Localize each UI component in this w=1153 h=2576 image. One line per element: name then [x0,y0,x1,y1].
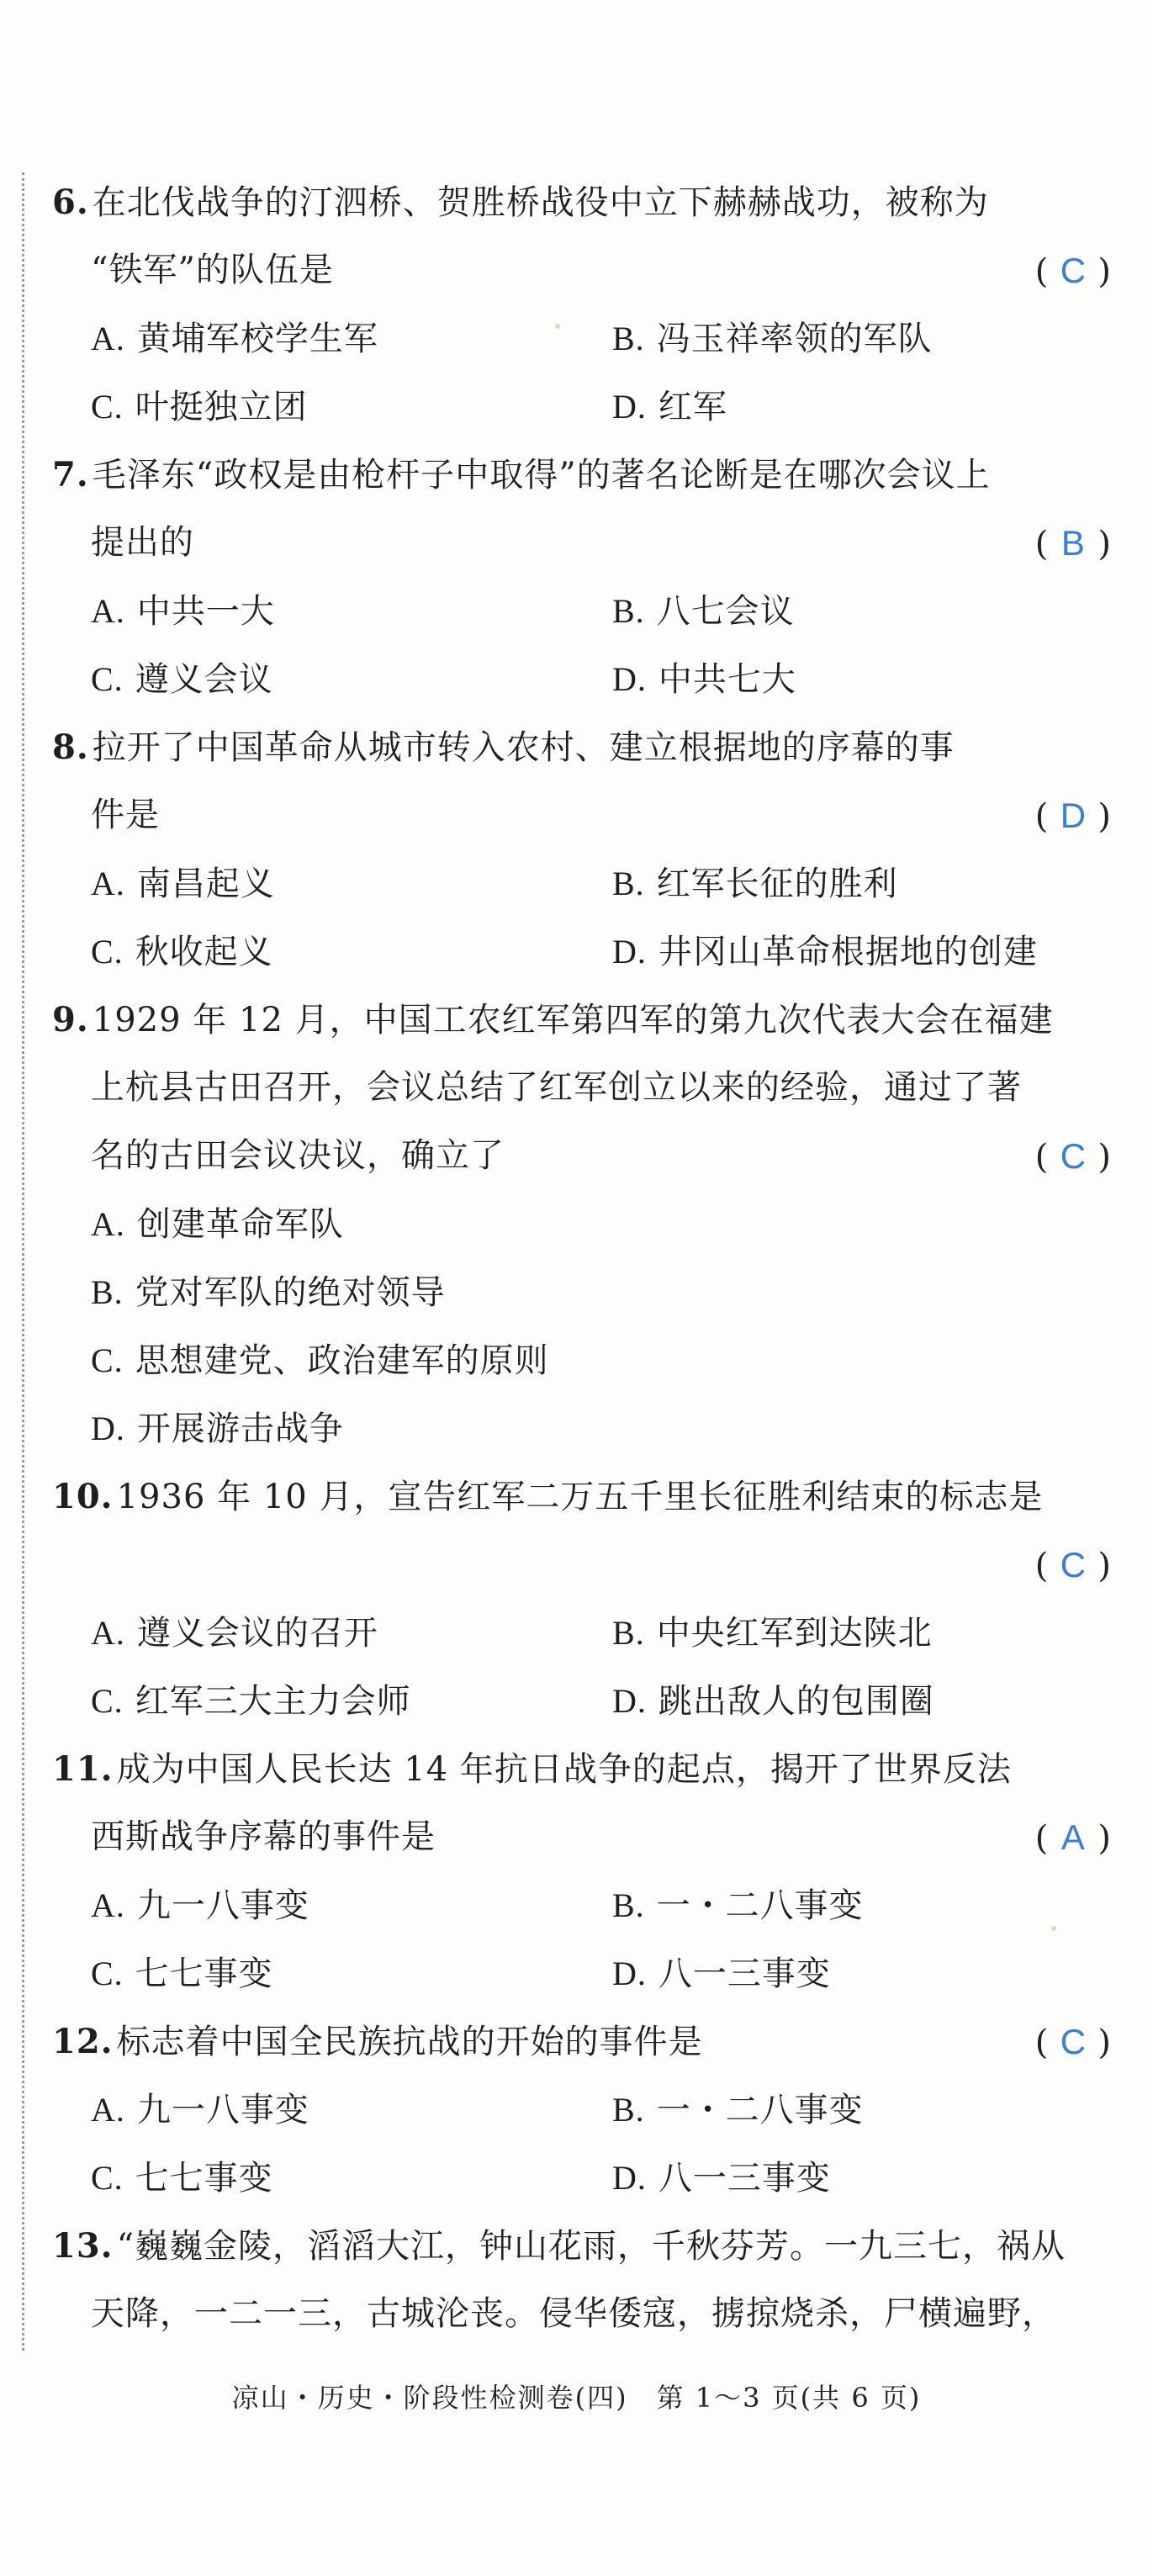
answer-option [612,1667,1150,1735]
option-letter: C. [91,660,124,698]
answer-option [612,645,1150,713]
question-1 [52,441,1112,713]
option-text: 八七会议 [656,592,795,631]
answer-paren-close: ) [1097,2023,1112,2062]
answer-paren-close: ) [1097,525,1112,563]
question-number: 9. [52,1000,89,1039]
handwritten-answer: C [1060,1545,1087,1584]
answer-option [612,918,1150,986]
paper-smudge [555,324,560,329]
option-text: 秋收起义 [135,933,273,971]
option-letter: C. [91,933,124,971]
question-number: 10. [52,1477,114,1516]
question-number: 11. [52,1749,114,1789]
answer-bracket [1035,1531,1112,1600]
answer-bracket [1035,509,1112,579]
question-number: 12. [52,2022,114,2061]
handwritten-answer: C [1060,1136,1087,1176]
option-letter: A. [91,320,125,357]
answer-option [91,1599,612,1667]
answer-option [91,2144,612,2212]
answer-bracket [1035,1803,1112,1873]
option-text: 红军 [658,388,727,426]
answer-option [91,1871,612,1939]
question-0 [52,168,1112,441]
answer-option [91,918,612,986]
option-letter: D. [612,660,647,698]
answer-option [612,2144,1150,2212]
question-stem-line [52,441,1112,509]
answer-option [91,849,612,918]
handwritten-answer: C [1060,2022,1087,2061]
answer-option [91,1190,1112,1258]
option-letter: A. [91,1614,125,1652]
page-footer: 凉山・历史・阶段性检测卷(四) 第 1～3 页(共 6 页) [231,2382,922,2414]
option-text: 七七事变 [135,2159,273,2198]
option-letter: B. [612,320,645,357]
question-stem-text: 提出的 [91,523,194,562]
option-letter: D. [612,2159,647,2197]
option-letter: D. [612,388,647,426]
answer-paren-open: ( [1034,1138,1050,1177]
answer-bracket [1035,781,1112,851]
answer-paren-open: ( [1034,525,1050,563]
option-text: 中共七大 [658,660,796,699]
answer-option [612,1939,1150,2007]
question-stem-line [52,2212,1112,2280]
option-text: 思想建党、政治建军的原则 [135,1341,549,1380]
option-letter: C. [91,388,124,426]
answer-paren-open: ( [1034,797,1050,836]
answer-option [91,577,612,645]
answer-options [52,1871,1112,2007]
option-text: 八一三事变 [658,1954,831,1993]
option-text: 九一八事变 [136,2091,309,2129]
answer-option [91,1394,1112,1463]
answer-options [52,1190,1112,1463]
answer-option [612,373,1150,441]
option-letter: B. [91,1273,124,1311]
answer-options [52,304,1112,441]
question-stem-text: 天降，一二一三，古城沦丧。侵华倭寇，掳掠烧杀，尸横遍野， [91,2294,1056,2333]
option-letter: D. [612,1682,647,1720]
option-text: 红军三大主力会师 [135,1682,411,1721]
question-stem-line [52,168,1112,236]
option-letter: B. [612,592,645,630]
answer-option [91,645,612,713]
question-stem-line [52,236,1112,304]
option-text: 党对军队的绝对领导 [135,1273,446,1312]
answer-bracket [1035,2007,1112,2077]
question-stem-line [52,1803,1112,1871]
question-stem-text: 毛泽东“政权是由枪杆子中取得”的著名论断是在哪次会议上 [92,456,991,495]
question-stem-text: 标志着中国全民族抗战的开始的事件是 [116,2023,703,2061]
option-letter: A. [91,1205,125,1243]
answer-option [91,373,612,441]
answer-option [91,304,612,373]
question-stem-line [52,1122,1112,1190]
option-text: 八一三事变 [658,2159,831,2198]
option-letter: D. [612,933,647,971]
answer-option [91,1667,612,1735]
answer-paren-close: ) [1097,252,1112,291]
handwritten-answer: A [1060,1817,1086,1857]
answer-paren-close: ) [1097,797,1112,836]
question-6 [52,2007,1112,2212]
question-stem-line [52,713,1112,781]
option-text: 叶挺独立团 [135,388,308,426]
handwritten-answer: B [1060,523,1086,563]
option-letter: B. [612,1614,645,1652]
option-text: 一・二八事变 [656,2091,864,2129]
question-3 [52,986,1112,1463]
option-text: 创建革命军队 [136,1205,344,1244]
option-letter: A. [91,865,125,902]
question-4 [52,1463,1112,1735]
answer-options [52,2076,1112,2212]
answer-option [91,1939,612,2007]
question-stem-text: “铁军”的队伍是 [91,251,334,289]
binding-margin-line [22,172,24,2351]
answer-option [612,849,1150,918]
option-letter: B. [612,865,645,902]
option-text: 九一八事变 [136,1886,309,1925]
question-stem-line [52,1735,1112,1803]
question-number: 6. [52,182,89,222]
answer-option [612,577,1150,645]
question-stem-text: 成为中国人民长达 14 年抗日战争的起点，揭开了世界反法 [116,1750,1012,1789]
question-stem-line [52,509,1112,577]
paper-smudge [1051,1926,1056,1931]
question-stem-line [52,2007,1112,2076]
answer-options [52,849,1112,986]
question-stem-text: 1929 年 12 月，中国工农红军第四军的第九次代表大会在福建 [92,1001,1054,1039]
option-text: 开展游击战争 [136,1410,344,1448]
question-stem-text: 名的古田会议决议，确立了 [91,1136,505,1175]
question-stem-line [52,1463,1112,1531]
option-text: 红军长征的胜利 [656,865,898,903]
option-letter: A. [91,592,125,630]
answer-option [612,304,1150,373]
question-stem-line [52,781,1112,849]
option-letter: D. [91,1410,125,1447]
option-text: 七七事变 [135,1954,273,1993]
answer-bracket [1035,236,1112,306]
option-letter: C. [91,1682,124,1720]
question-number: 13. [52,2226,114,2266]
question-stem-text: 件是 [91,796,160,834]
answer-paren-open: ( [1034,1547,1050,1585]
answer-option [612,2076,1150,2144]
question-stem-line [52,1531,1112,1599]
answer-options [52,577,1112,713]
answer-paren-open: ( [1034,252,1050,291]
handwritten-answer: D [1060,796,1087,835]
question-stem-text: 拉开了中国革命从城市转入农村、建立根据地的序幕的事 [92,728,955,767]
answer-paren-open: ( [1034,2023,1050,2062]
option-text: 井冈山革命根据地的创建 [658,933,1038,971]
question-number: 7. [52,455,89,495]
option-text: 跳出敌人的包围圈 [658,1682,934,1721]
question-number: 8. [52,727,89,767]
option-text: 冯玉祥率领的军队 [656,320,933,358]
question-stem-text: 1936 年 10 月，宣告红军二万五千里长征胜利结束的标志是 [116,1478,1044,1516]
answer-option [612,1871,1150,1939]
option-text: 一・二八事变 [656,1886,864,1925]
answer-paren-close: ) [1097,1819,1112,1858]
question-stem-text: 上杭县古田召开，会议总结了红军创立以来的经验，通过了著 [91,1068,1022,1107]
option-letter: D. [612,1954,647,1992]
answer-paren-close: ) [1097,1138,1112,1177]
question-stem-line [52,2280,1112,2348]
option-letter: B. [612,1886,645,1924]
question-stem-text: 西斯战争序幕的事件是 [91,1817,436,1856]
answer-paren-open: ( [1034,1819,1050,1858]
handwritten-answer: C [1060,251,1087,290]
option-letter: B. [612,2091,645,2129]
question-7 [52,2212,1112,2348]
option-letter: A. [91,2091,125,2129]
option-text: 南昌起义 [136,865,275,903]
answer-option [612,1599,1150,1667]
option-text: 黄埔军校学生军 [136,320,378,358]
question-list [52,168,1112,2348]
answer-options [52,1599,1112,1735]
option-letter: C. [91,1341,124,1379]
option-letter: A. [91,1886,125,1924]
option-text: 遵义会议的召开 [136,1614,378,1653]
question-stem-line [52,986,1112,1054]
option-text: 中央红军到达陕北 [656,1614,933,1653]
answer-option [91,1326,1112,1394]
question-2 [52,713,1112,986]
answer-bracket [1035,1122,1112,1192]
answer-paren-close: ) [1097,1547,1112,1585]
option-text: 中共一大 [136,592,275,631]
answer-option [91,2076,612,2144]
question-stem-text: “巍巍金陵，滔滔大江，钟山花雨，千秋芬芳。一九三七，祸从 [116,2227,1066,2266]
answer-option [91,1258,1112,1326]
option-letter: C. [91,1954,124,1992]
question-stem-text: 在北伐战争的汀泗桥、贺胜桥战役中立下赫赫战功，被称为 [92,183,989,222]
question-5 [52,1735,1112,2007]
option-letter: C. [91,2159,124,2197]
question-stem-line [52,1054,1112,1122]
option-text: 遵义会议 [135,660,273,699]
